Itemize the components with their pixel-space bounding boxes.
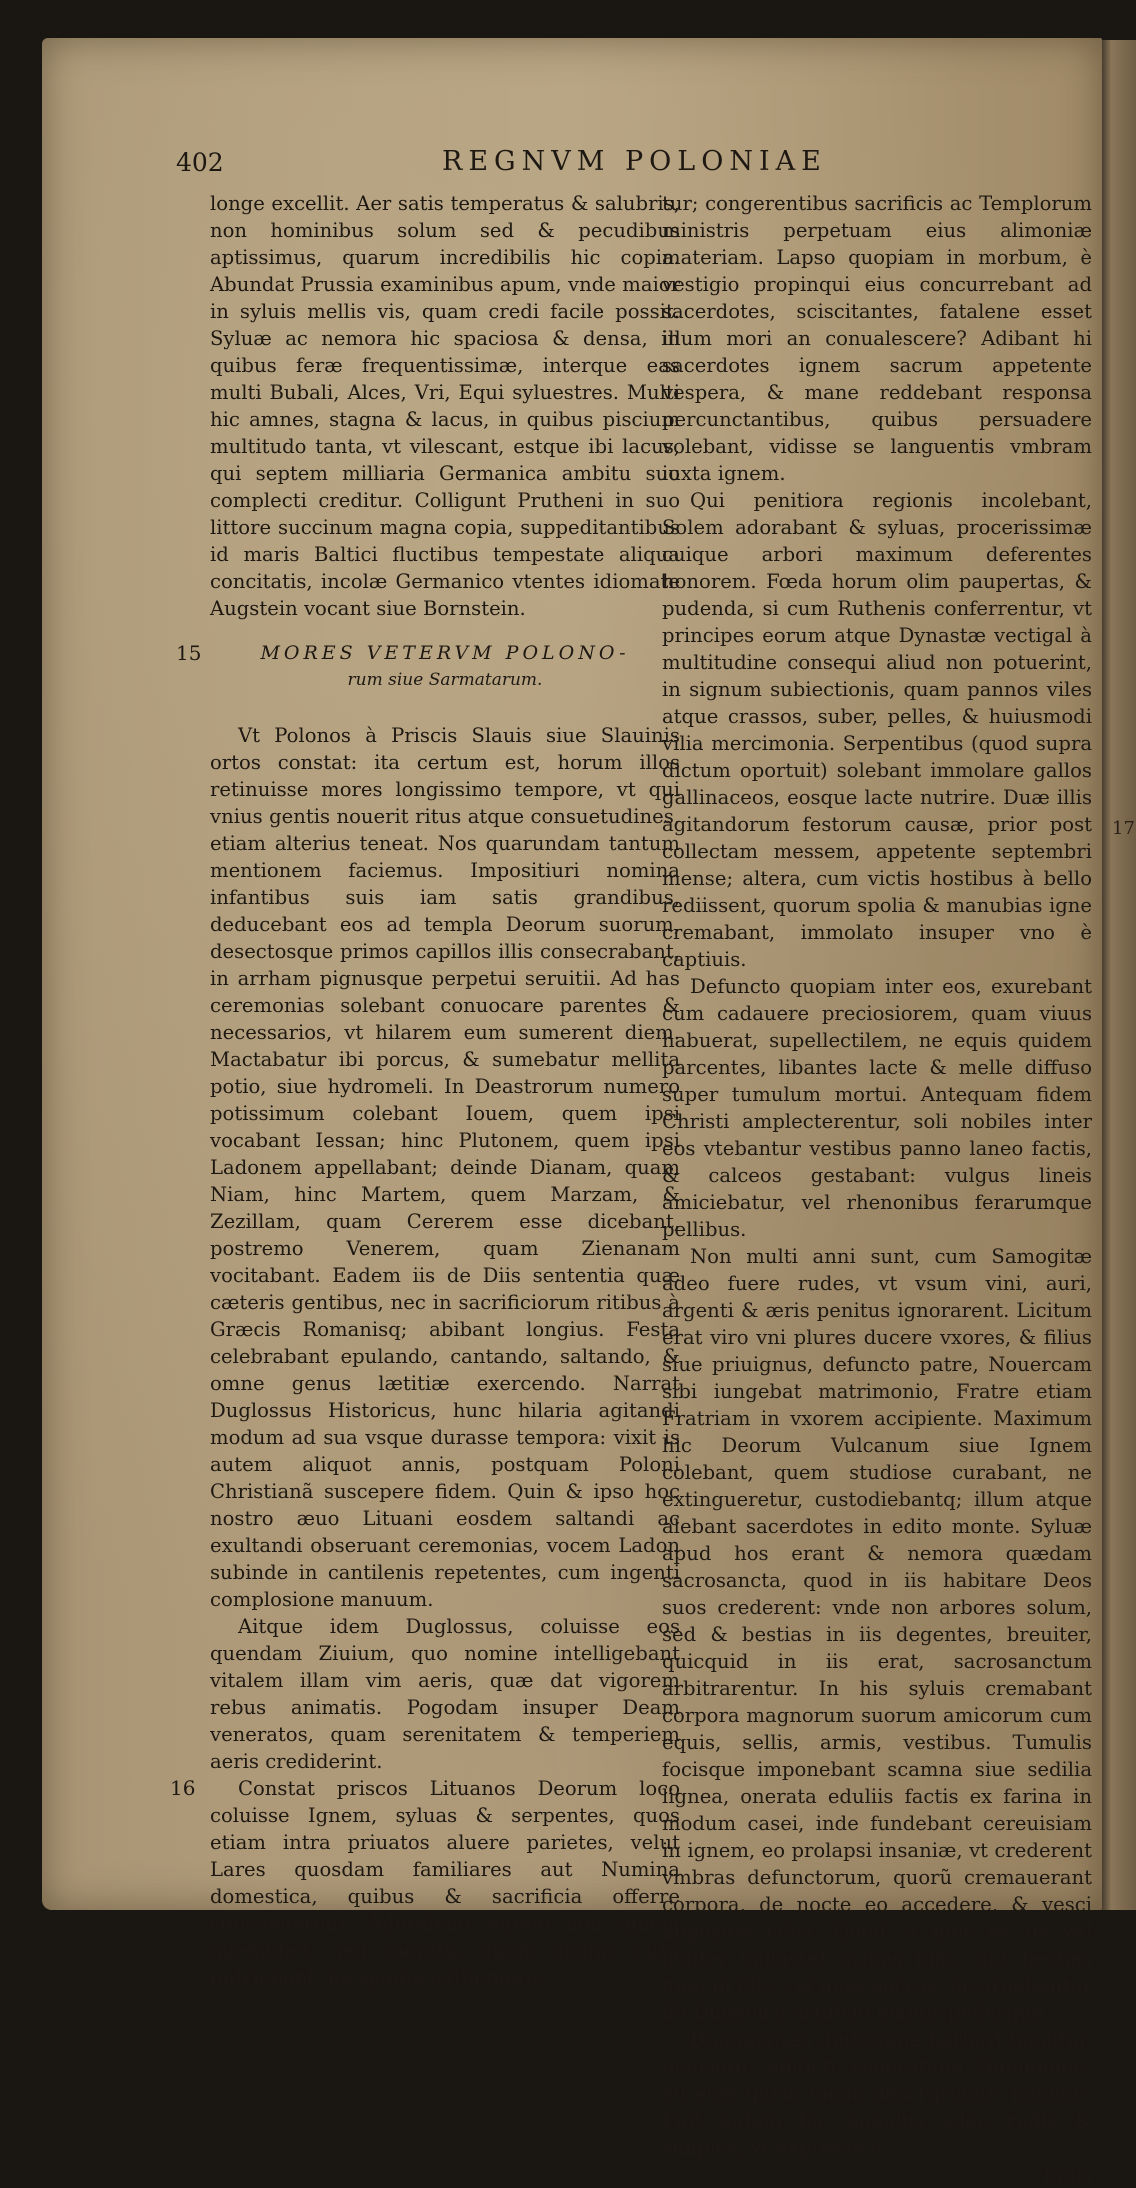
paragraph-16-wrap: [170, 1775, 680, 1991]
left-paragraph-4: Constat priscos Lituanos Deorum loco coluisse Ignem, syluas & serpentes, quos etiam intra priuatos aluere parietes, velut Lares quosdam familiares aut Numina domestica, quibus & sacrificia offerre consueuerunt. Adorabant autem non ignem quemlibet, sed sacratũ, quem magna cura nutriebant, ne sponte extinguere-: [210, 1777, 680, 1989]
left-column: [170, 190, 680, 1991]
adjacent-page-margin-number: 17: [1112, 818, 1135, 839]
right-paragraph-4: Non multi anni sunt, cum Samogitæ adeo fuere rudes, vt vsum vini, auri, argenti & æris penitus ignorarent. Licitum erat viro vni plures ducere vxores, & filius siue priuignus, defuncto patre, Nouercam sibi iungebat matrimonio, Fratre etiam Fratriam in vxorem accipiente. Maximum hic Deorum Vulcanum siue Ignem colebant, quem studiose curabant, ne extingueretur, custodiebantq; illum atque alebant sacerdotes in edito monte. Syluæ apud hos erant & nemora quædam sacrosancta, quod in iis habitare Deos suos crederent: vnde non arbores solum, sed & bestias in iis degentes, breuiter, quicquid in iis erat, sacrosanctum arbitrarentur. In his syluis cremabant corpora magnorum suorum amicorum cum equis, sellis, armis, vestibus. Tumulis focisque imponebant scamna siue sedilia lignea, onerata eduliis factis ex farina in modum casei, inde fundebant cereuisiam in ignem, eo prolapsi insaniæ, vt crederent vmbras defunctorum, quorũ cremauerant corpora, de nocte eo accedere, & vesci appositis cibis. Quod si quis ex iis vel leuiter violasset syluas illas, aut bestias quæ in illis, vel aues sacras, incuruabantur illi Diabolico artificio manus pedesque.: [662, 1245, 1092, 2024]
left-paragraph-1: longe excellit. Aer satis temperatus & salubris, non hominibus solum sed & pecudibus aptissimus, quarum incredibilis hic copia. Abundat Prussia examinibus apum, vnde maior in syluis mellis vis, quam credi facile possit. Syluæ ac nemora hic spaciosa & densa, in quibus feræ frequentissimæ, interque eas multi Bubali, Alces, Vri, Equi syluestres. Multi hic amnes, stagna & lacus, in quibus piscium multitudo tanta, vt vilescant, estque ibi lacus, qui septem milliaria Germanica ambitu suo complecti creditur. Colligunt Prutheni in suo littore succinum magna copia, suppeditantibus id maris Baltici fluctibus tempestate aliqua concitatis, incolæ Germanico vtentes idiomate Augstein vocant siue Bornstein.: [210, 192, 680, 620]
section-heading-line-1: MORES VETERVM POLONO-: [260, 642, 630, 664]
catchword: fauis: [1044, 2163, 1092, 2186]
section-heading: [176, 640, 680, 694]
left-paragraph-3: Aitque idem Duglossus, coluisse eos quendam Ziuium, quo nomine intelligebant vitalem illam vim aeris, quæ dat vigorem rebus animatis. Pogodam insuper Deam veneratos, quam serenitatem & temperiem aeris crediderint.: [210, 1615, 680, 1773]
right-column: [662, 190, 1092, 2188]
adjacent-page-edge: [1098, 40, 1136, 1910]
right-paragraph-1: tur; congerentibus sacrificis ac Templorum ministris perpetuam eius alimoniæ materiam. Lapso quopiam in morbum, è vestigio propinqui eius concurrebant ad sacerdotes, sciscitantes, fatalene esset illum mori an conualescere? Adibant hi sacerdotes ignem sacrum appetente vespera, & mane reddebant responsa percunctantibus, quibus persuadere volebant, vidisse se languentis vmbram iuxta ignem.: [662, 192, 1092, 485]
right-paragraph-5: Diuonienses diutissime barbari incultiq; mansere, addicti venerationi Dæmonum, ad eum quem modo descripsimus modum. Fuit autem hic populus adeo rudis & simplex, vt expresso è: [662, 2028, 1092, 2159]
left-paragraph-2: Vt Polonos à Priscis Slauis siue Slauinis ortos constat: ita certum est, horum illos retinuisse mores longissimo tempore, vt qui vnius gentis nouerit ritus atque consuetudines, etiam alterius teneat. Nos quarundam tantum mentionem faciemus. Impositiuri nomina infantibus suis iam satis grandibus, deducebant eos ad templa Deorum suorum, desectosque primos capillos illis consecrabant, in arrham pignusque perpetui seruitii. Ad has ceremonias solebant conuocare parentes & necessarios, vt hilarem eum sumerent diem. Mactabatur ibi porcus, & sumebatur mellita potio, siue hydromeli. In Deastrorum numero potissimum colebant Iouem, quem ipsi vocabant Iessan; hinc Plutonem, quem ipsi Ladonem appellabant; deinde Dianam, quam Niam, hinc Martem, quem Marzam, & Zezillam, quam Cererem esse dicebant, postremo Venerem, quam Zienanam vocitabant. Eadem iis de Diis sententia quæ cæteris gentibus, nec in sacrificiorum ritibus à Græcis Romanisq; abibant longius. Festa celebrabant epulando, cantando, saltando, & omne genus lætitiæ exercendo. Narrat Duglossus Historicus, hunc hilaria agitandi modum ad sua vsque durasse tempora: vixit is autem aliquot annis, postquam Poloni Christianã suscepere fidem. Quin & ipso hoc nostro æuo Lituani eosdem saltandi ac exultandi obseruant ceremonias, vocem Ladon subinde in cantilenis repetentes, cum ingenti complosione manuum.: [210, 724, 680, 1611]
margin-number-15: 15: [176, 641, 202, 665]
right-paragraph-2: Qui penitiora regionis incolebant, Solem adorabant & syluas, procerissimæ cuique arbori maximum deferentes honorem. Fœda horum olim paupertas, & pudenda, si cum Ruthenis conferrentur, vt principes eorum atque Dynastæ vectigal à multitudine consequi aliud non potuerint, in signum subiectionis, quam pannos viles atque crassos, suber, pelles, & huiusmodi vilia mercimonia. Serpentibus (quod supra dictum oportuit) solebant immolare gallos gallinaceos, eosque lacte nutrire. Duæ illis agitandorum festorum causæ, prior post collectam messem, appetente septembri mense; altera, cum victis hostibus à bello rediissent, quorum spolia & manubias igne cremabant, immolato insuper vno è captiuis.: [662, 489, 1092, 971]
page-header: [42, 148, 1102, 188]
book-page: [42, 38, 1102, 2186]
section-heading-line-2: rum siue Sarmatarum.: [347, 670, 543, 690]
margin-number-16: 16: [170, 1776, 196, 1800]
right-paragraph-3: Defuncto quopiam inter eos, exurebant cum cadauere preciosiorem, quam viuus habuerat, supellectilem, ne equis quidem parcentes, libantes lacte & melle diffuso super tumulum mortui. Antequam fidem Christi amplecterentur, soli nobiles inter eos vtebantur vestibus panno laneo factis, & calceos gestabant: vulgus lineis amiciebatur, vel rhenonibus ferarumque pellibus.: [662, 975, 1092, 1241]
page-number: 402: [176, 148, 224, 177]
running-title: REGNVM POLONIAE: [442, 146, 827, 177]
